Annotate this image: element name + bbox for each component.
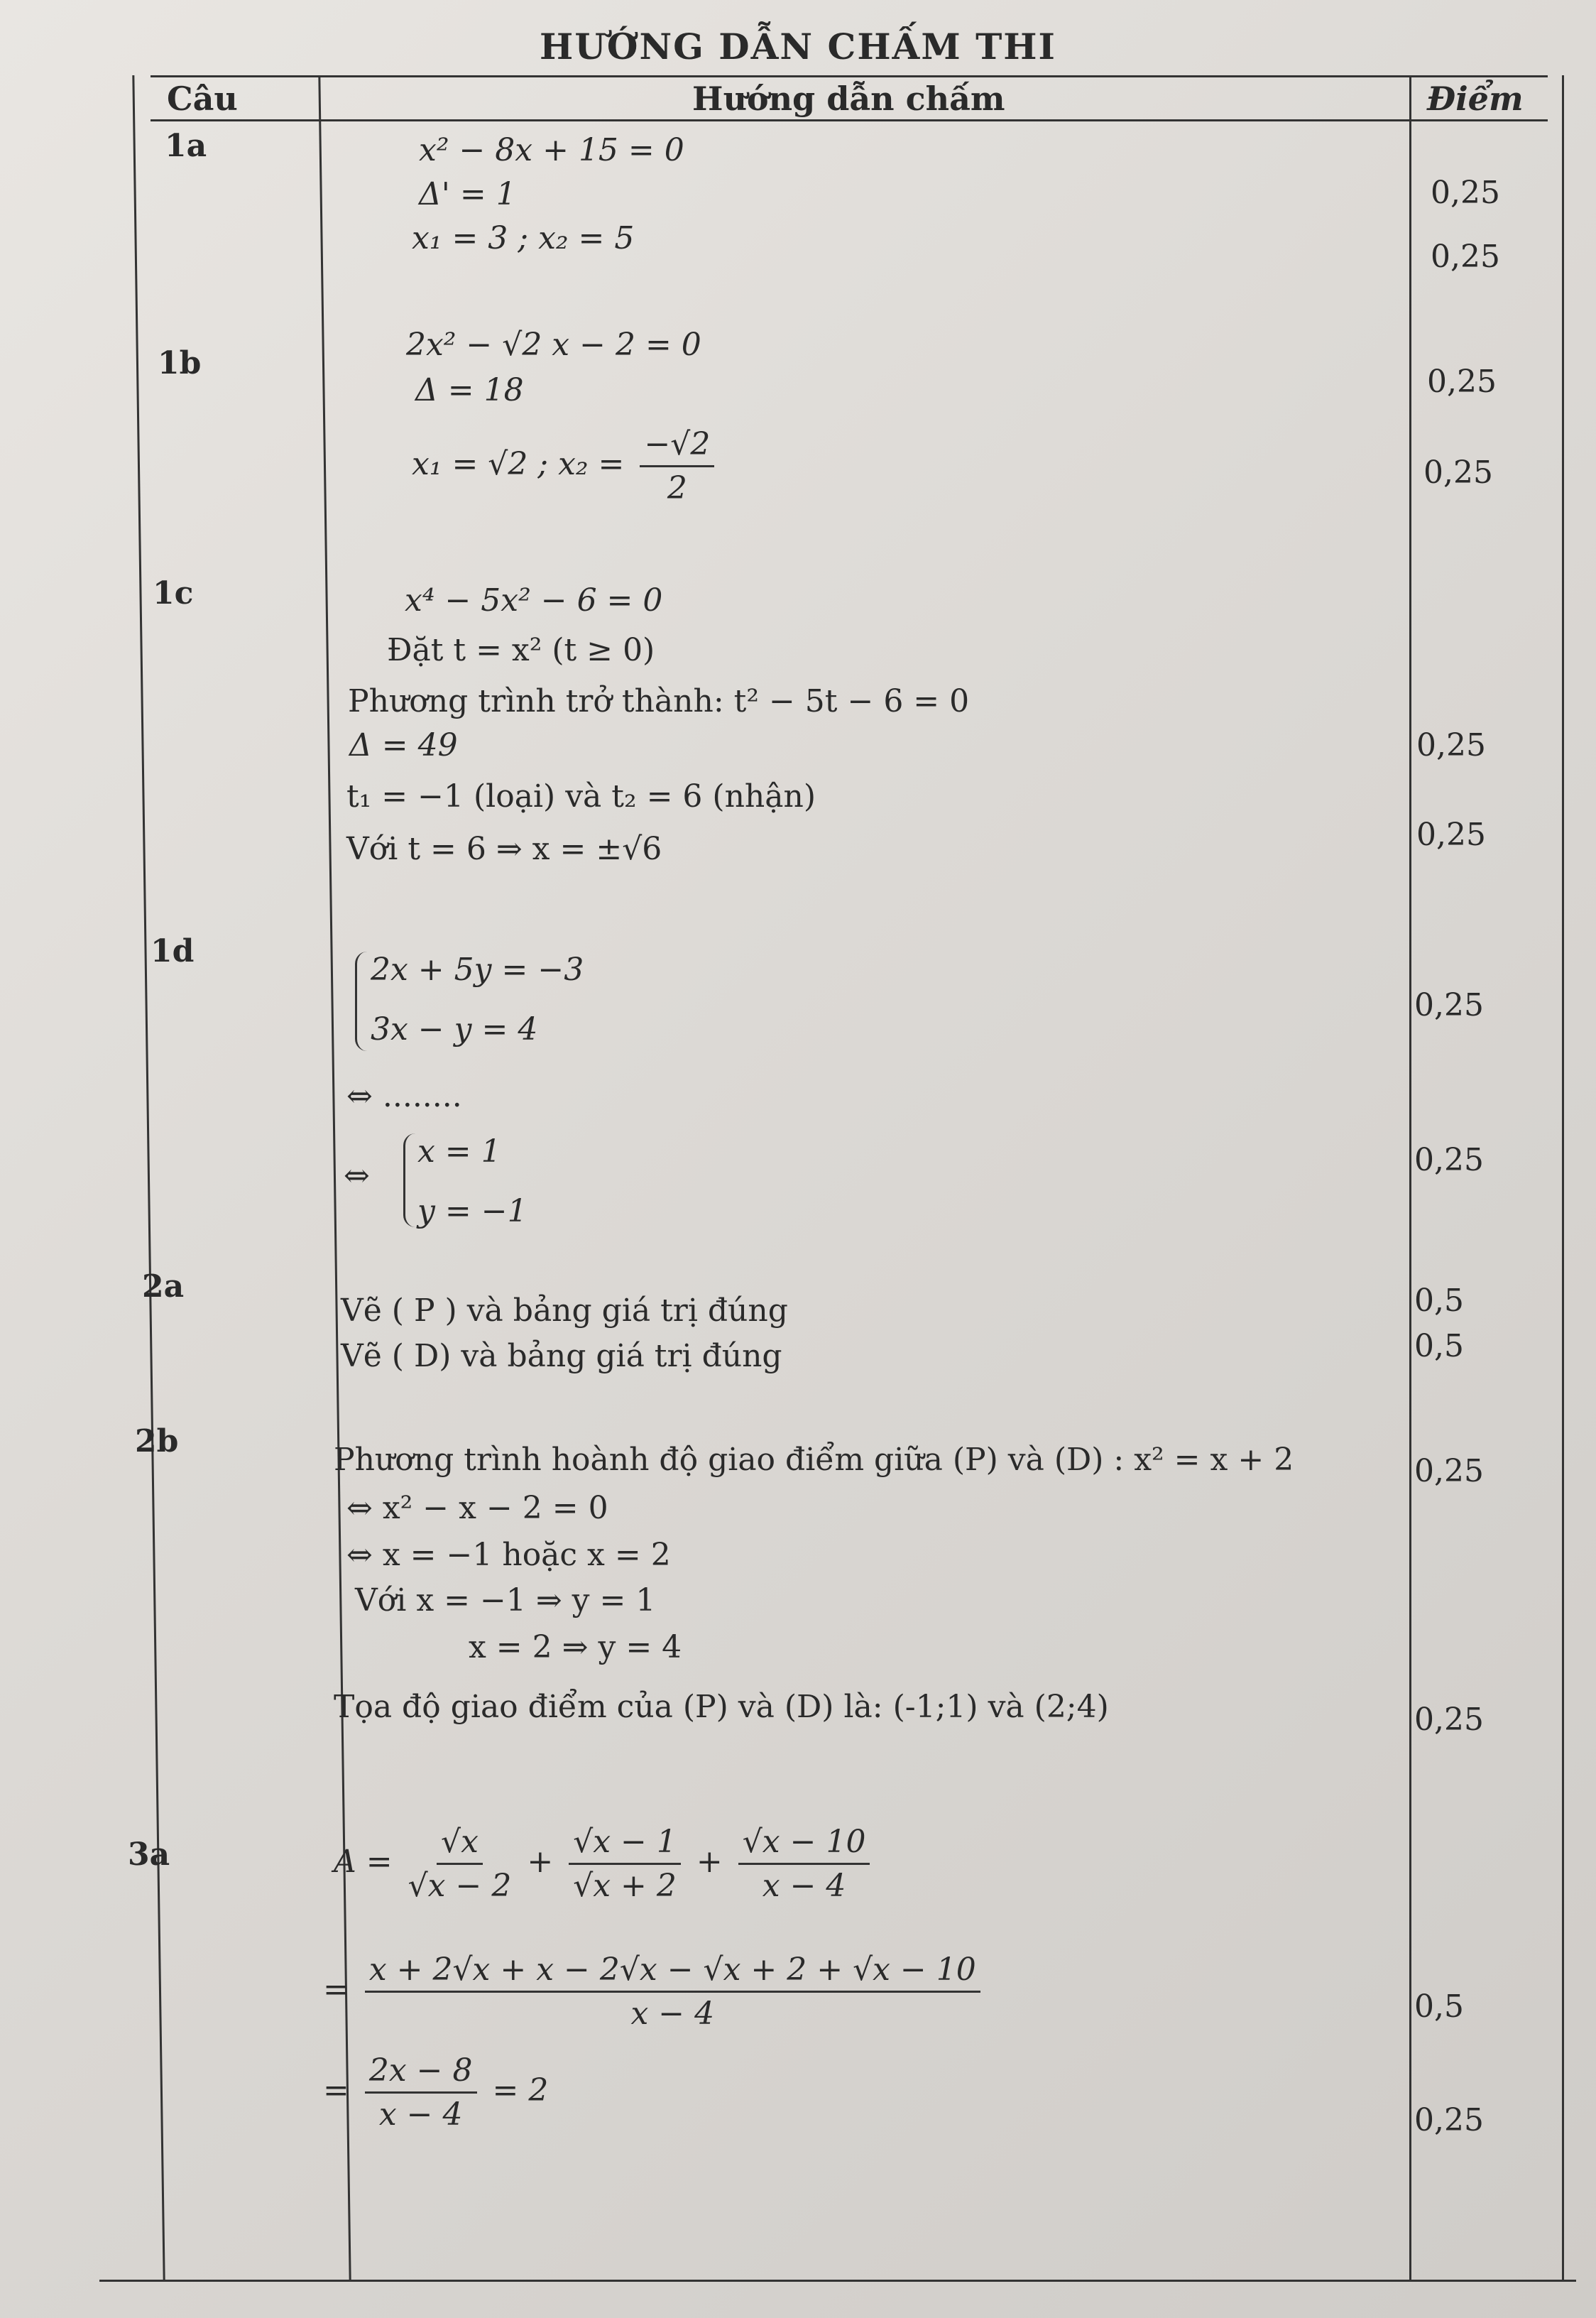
header-guide: Hướng dẫn chấm [692, 80, 1005, 118]
q1c-x-roots: Với t = 6 ⇒ x = ±√6 [346, 831, 662, 867]
q3a-plus-1: + [527, 1844, 554, 1880]
q1b-x2-denominator: 2 [667, 470, 687, 506]
question-1c-label: 1c [153, 575, 194, 611]
q1b-roots [412, 426, 720, 506]
q2b-with-x2: x = 2 ⇒ y = 4 [469, 1629, 682, 1665]
q2a-draw-p: Vẽ ( P ) và bảng giá trị đúng [341, 1293, 788, 1329]
q3a-plus-2: + [696, 1844, 723, 1880]
q3a-g1-numerator: x + 2√x + x − 2√x − √x + 2 + √x − 10 [365, 1952, 980, 1993]
q1d-point-1: 0,25 [1414, 987, 1484, 1023]
q1b-x2-fraction [640, 426, 714, 506]
q1c-equation: x⁴ − 5x² − 6 = 0 [405, 582, 663, 619]
q2b-point-2: 0,25 [1414, 1702, 1484, 1738]
q3a-combined-fraction [365, 1952, 980, 2032]
q1b-point-2: 0,25 [1423, 455, 1493, 491]
q1a-roots: x₁ = 3 ; x₂ = 5 [412, 220, 635, 256]
question-2b-label: 2b [135, 1423, 179, 1459]
question-2a-label: 2a [142, 1268, 185, 1305]
q3a-equals-2: = [323, 2072, 349, 2108]
document-title: HƯỚNG DẪN CHẤM THI [540, 26, 1056, 67]
q1a-equation: x² − 8x + 15 = 0 [419, 132, 684, 168]
q1d-result-x: x = 1 [417, 1133, 501, 1170]
q3a-g1-denominator: x − 4 [630, 1996, 715, 2032]
q1d-result-brace [403, 1133, 415, 1227]
q1b-x2-numerator: −√2 [640, 426, 714, 467]
q1d-system-eq2: 3x − y = 4 [371, 1011, 538, 1048]
question-1a-label: 1a [165, 128, 207, 164]
q1d-equivalence-2: ⇔ [344, 1158, 370, 1194]
q3a-f1-numerator: √x [437, 1824, 483, 1865]
q3a-result: = 2 [492, 2072, 549, 2108]
q1c-new-equation: Phương trình trở thành: t² − 5t − 6 = 0 [348, 683, 970, 719]
q3a-g2-denominator: x − 4 [378, 2096, 463, 2133]
q3a-point-2: 0,25 [1414, 2102, 1484, 2138]
q3a-simplified-fraction [365, 2052, 477, 2133]
q2a-point-1: 0,5 [1414, 1283, 1464, 1319]
q2a-draw-d: Vẽ ( D) và bảng giá trị đúng [341, 1338, 782, 1374]
q2b-solutions: ⇔ x = −1 hoặc x = 2 [346, 1537, 671, 1573]
q2b-intersection-points: Tọa độ giao điểm của (P) và (D) là: (-1;1) và (2;4) [334, 1689, 1109, 1725]
q2b-quadratic: ⇔ x² − x − 2 = 0 [346, 1490, 608, 1526]
q1a-point-2: 0,25 [1431, 239, 1500, 275]
q1a-discriminant: Δ' = 1 [419, 176, 516, 212]
q2b-with-x1: Với x = −1 ⇒ y = 1 [355, 1582, 656, 1618]
q1b-roots-prefix: x₁ = √2 ; x₂ = [412, 446, 625, 482]
q1d-system-eq1: 2x + 5y = −3 [371, 952, 584, 988]
q1b-equation: 2x² − √2 x − 2 = 0 [406, 327, 701, 363]
question-1d-label: 1d [151, 933, 195, 969]
q3a-equals-1: = [323, 1971, 349, 2008]
header-points: Điểm [1427, 80, 1524, 118]
q1c-t-roots: t₁ = −1 (loại) và t₂ = 6 (nhận) [346, 778, 816, 815]
q1c-discriminant: Δ = 49 [349, 727, 458, 763]
q1c-point-1: 0,25 [1416, 727, 1486, 763]
table-left-border [132, 75, 165, 2281]
q1c-point-2: 0,25 [1416, 817, 1486, 853]
table-right-border [1562, 75, 1564, 2281]
q2b-intersection-equation: Phương trình hoành độ giao điểm giữa (P) và (D) : x² = x + 2 [334, 1442, 1294, 1478]
q3a-simplified [323, 2052, 548, 2133]
q3a-f1-denominator: √x − 2 [408, 1868, 512, 1904]
q1b-discriminant: Δ = 18 [415, 372, 524, 408]
q3a-g2-numerator: 2x − 8 [365, 2052, 477, 2094]
question-1b-label: 1b [158, 345, 202, 381]
q3a-f3-denominator: x − 4 [762, 1868, 846, 1904]
q2a-point-2: 0,5 [1414, 1328, 1464, 1364]
table-top-border [151, 75, 1548, 77]
q1d-system-brace [355, 952, 367, 1051]
q3a-fraction-1 [408, 1824, 512, 1904]
q3a-f2-numerator: √x − 1 [569, 1824, 681, 1865]
header-question: Câu [167, 80, 238, 118]
q3a-f2-denominator: √x + 2 [573, 1868, 677, 1904]
q3a-point-1: 0,5 [1414, 1988, 1464, 2025]
q1a-point-1: 0,25 [1431, 175, 1500, 211]
question-3a-label: 3a [128, 1837, 170, 1873]
header-bottom-border [151, 119, 1548, 121]
column-divider-2 [1409, 75, 1411, 2281]
q3a-a-label: A = [334, 1844, 393, 1880]
q2b-point-1: 0,25 [1414, 1453, 1484, 1489]
q3a-expression [334, 1824, 875, 1904]
q3a-combined [323, 1952, 986, 2032]
q1d-result-y: y = −1 [417, 1193, 528, 1229]
q3a-f3-numerator: √x − 10 [738, 1824, 870, 1865]
q3a-fraction-3 [738, 1824, 870, 1904]
q1c-substitution: Đặt t = x² (t ≥ 0) [387, 632, 655, 668]
table-bottom-border [99, 2280, 1576, 2282]
q1d-equivalence: ⇔ ........ [346, 1078, 462, 1114]
q1b-point-1: 0,25 [1427, 364, 1497, 400]
q1d-point-2: 0,25 [1414, 1142, 1484, 1178]
q3a-fraction-2 [569, 1824, 681, 1904]
